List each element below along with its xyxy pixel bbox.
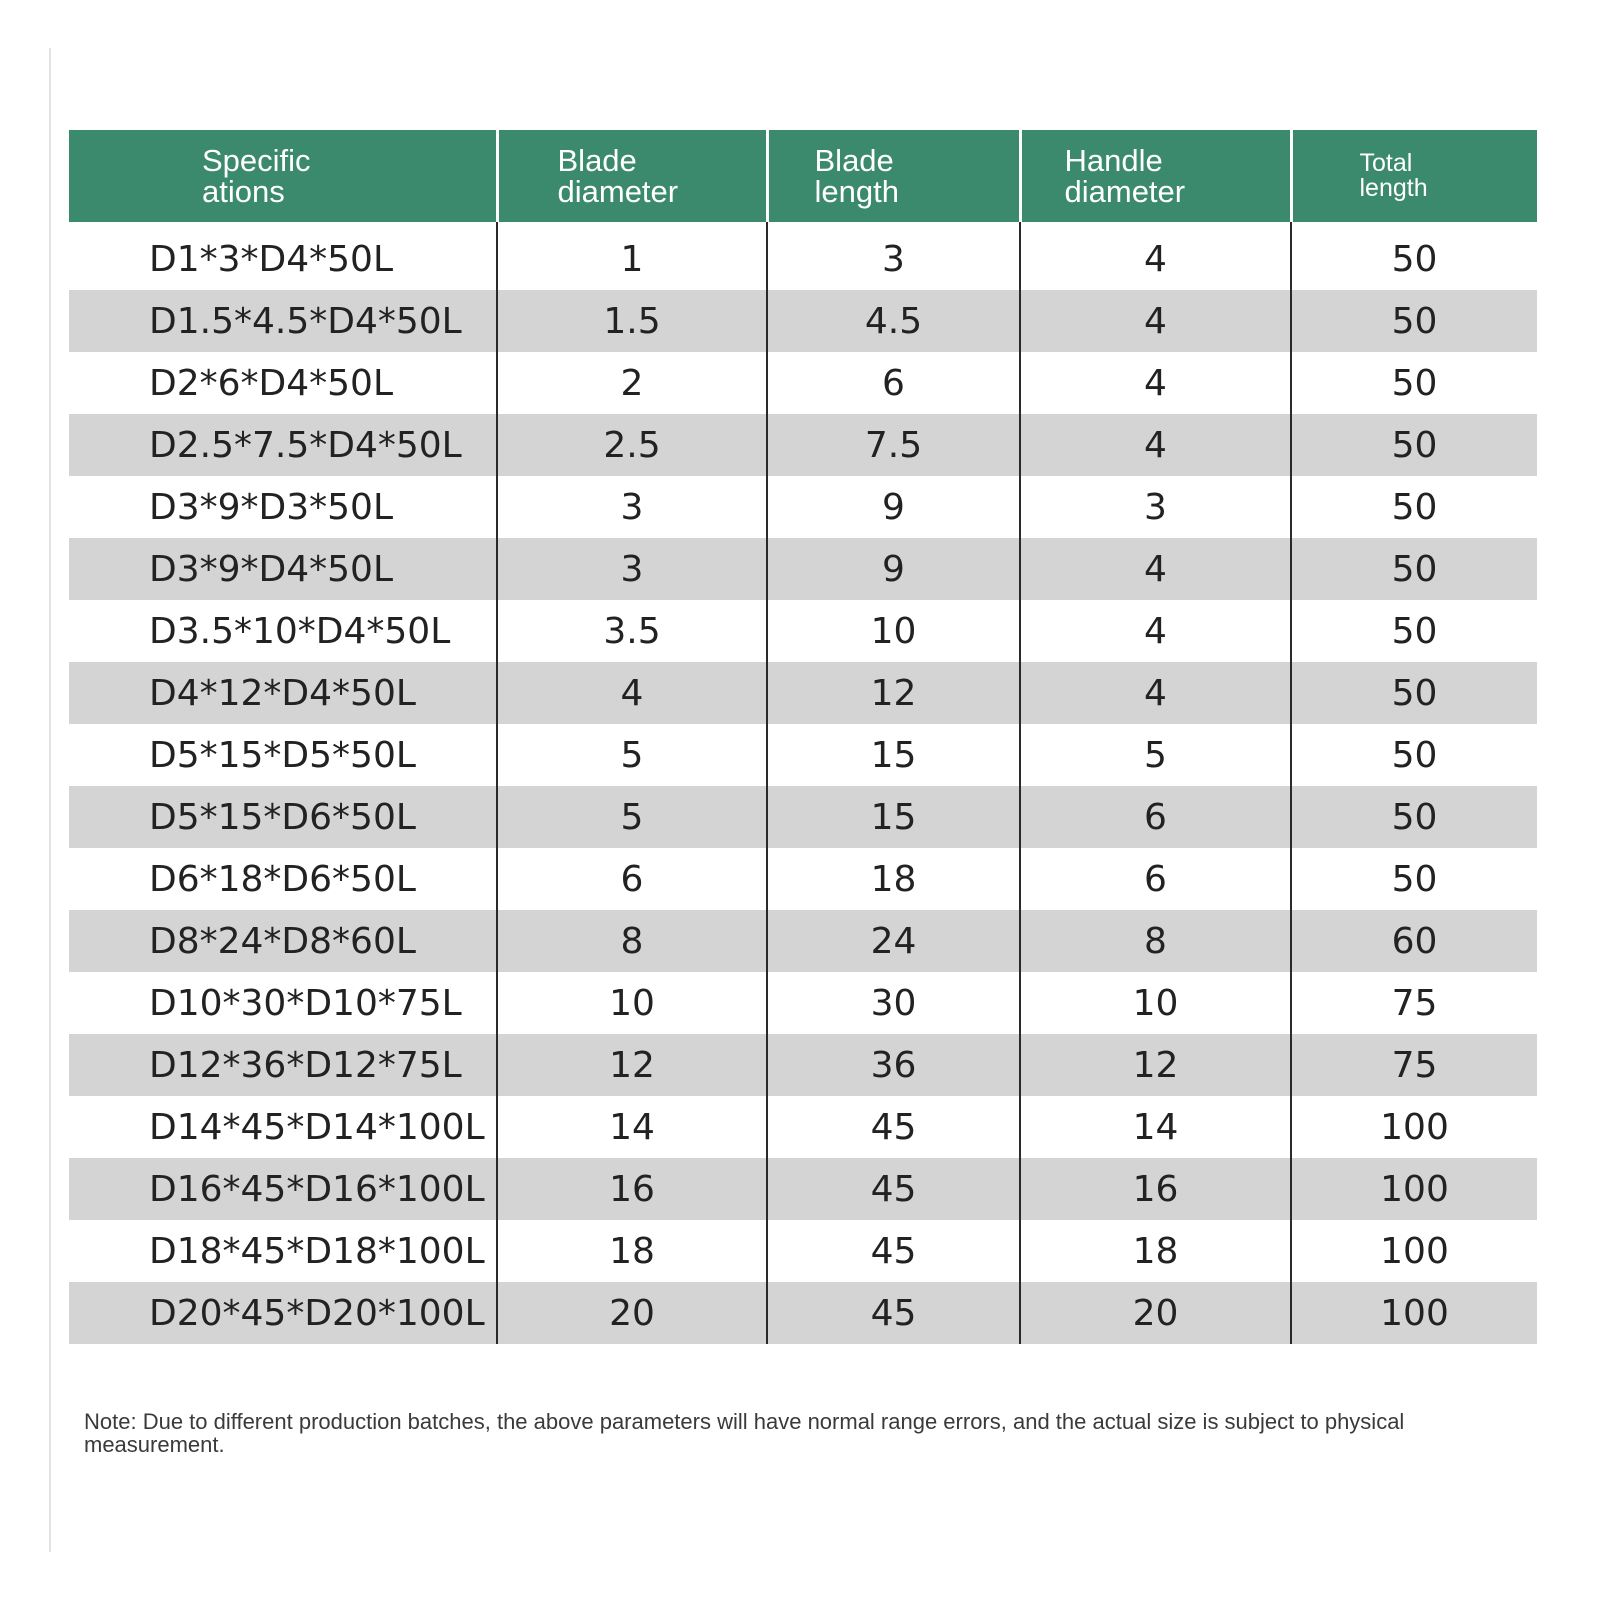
cell-handle-diameter: 18 [1020,1220,1291,1282]
cell-total-length: 100 [1291,1158,1537,1220]
table-row [69,848,1537,910]
table-row [69,352,1537,414]
cell-total-length: 50 [1291,476,1537,538]
cell-blade-diameter: 3 [497,538,767,600]
table-row [69,724,1537,786]
header-blade-diameter [497,130,767,222]
header-label: Blade diameter [557,143,679,209]
cell-blade-length: 15 [767,786,1020,848]
cell-total-length: 50 [1291,538,1537,600]
header-specifications [69,130,497,222]
cell-blade-length: 45 [767,1158,1020,1220]
table-row [69,228,1537,290]
cell-total-length: 75 [1291,1034,1537,1096]
cell-handle-diameter: 14 [1020,1096,1291,1158]
cell-handle-diameter: 6 [1020,786,1291,848]
table-row [69,600,1537,662]
cell-handle-diameter: 4 [1020,414,1291,476]
cell-specification: D2.5*7.5*D4*50L [69,414,497,476]
cell-blade-length: 9 [767,538,1020,600]
cell-specification: D5*15*D6*50L [69,786,497,848]
cell-blade-length: 36 [767,1034,1020,1096]
cell-specification: D2*6*D4*50L [149,362,394,404]
table-row [69,1282,1537,1344]
cell-blade-diameter: 5 [497,724,767,786]
cell-handle-diameter: 10 [1020,972,1291,1034]
cell-specification: D8*24*D8*60L [69,910,497,972]
cell-blade-length: 45 [767,1282,1020,1344]
cell-specification: D5*15*D5*50L [149,734,416,776]
cell-blade-diameter: 6 [497,848,767,910]
cell-blade-diameter: 14 [497,1096,767,1158]
cell-blade-diameter: 18 [497,1220,767,1282]
cell-total-length: 50 [1291,786,1537,848]
cell-blade-length: 12 [767,662,1020,724]
header-total-length [1291,130,1537,222]
cell-handle-diameter: 8 [1020,910,1291,972]
cell-handle-diameter: 4 [1020,662,1291,724]
cell-blade-diameter: 1 [497,228,767,290]
cell-blade-diameter: 5 [497,786,767,848]
cell-total-length: 50 [1291,228,1537,290]
cell-blade-length: 24 [767,910,1020,972]
cell-specification: D14*45*D14*100L [149,1106,485,1148]
table-row [69,290,1537,352]
cell-total-length: 50 [1291,848,1537,910]
cell-total-length: 50 [1291,352,1537,414]
header-label: Total length [1359,149,1428,202]
table-row [69,972,1537,1034]
cell-total-length: 50 [1291,724,1537,786]
cell-handle-diameter: 4 [1020,600,1291,662]
cell-specification: D1.5*4.5*D4*50L [69,290,497,352]
header-handle-diameter [1020,130,1291,222]
table-row [69,910,1537,972]
cell-total-length: 50 [1291,414,1537,476]
cell-handle-diameter: 20 [1020,1282,1291,1344]
cell-blade-length: 15 [767,724,1020,786]
cell-specification: D20*45*D20*100L [69,1282,497,1344]
table-row [69,786,1537,848]
table-body [69,222,1537,1344]
table-row [69,1220,1537,1282]
cell-handle-diameter: 4 [1020,290,1291,352]
table-row [69,1096,1537,1158]
cell-handle-diameter: 4 [1020,228,1291,290]
table-header [69,130,1537,222]
cell-handle-diameter: 4 [1020,352,1291,414]
cell-handle-diameter: 16 [1020,1158,1291,1220]
cell-specification: D18*45*D18*100L [149,1230,485,1272]
table-row [69,1034,1537,1096]
cell-blade-length: 6 [767,352,1020,414]
cell-blade-diameter: 8 [497,910,767,972]
cell-blade-diameter: 1.5 [497,290,767,352]
cell-blade-length: 3 [767,228,1020,290]
cell-blade-length: 18 [767,848,1020,910]
table-row [69,414,1537,476]
cell-specification: D3*9*D3*50L [149,486,394,528]
cell-specification: D3.5*10*D4*50L [149,610,451,652]
cell-blade-diameter: 20 [497,1282,767,1344]
cell-specification: D1*3*D4*50L [149,238,394,280]
cell-blade-length: 45 [767,1220,1020,1282]
cell-specification: D6*18*D6*50L [149,858,416,900]
header-label: Blade length [814,143,899,209]
left-margin-rule [49,48,51,1552]
cell-handle-diameter: 5 [1020,724,1291,786]
table-row [69,662,1537,724]
cell-total-length: 100 [1291,1096,1537,1158]
header-label: Specific ations [202,143,311,209]
table-row [69,476,1537,538]
cell-total-length: 60 [1291,910,1537,972]
cell-specification: D10*30*D10*75L [149,982,462,1024]
cell-blade-diameter: 3 [497,476,767,538]
cell-blade-length: 10 [767,600,1020,662]
cell-specification: D12*36*D12*75L [69,1034,497,1096]
cell-blade-length: 30 [767,972,1020,1034]
cell-blade-diameter: 2 [497,352,767,414]
cell-blade-diameter: 16 [497,1158,767,1220]
cell-blade-diameter: 12 [497,1034,767,1096]
cell-specification: D4*12*D4*50L [69,662,497,724]
cell-total-length: 100 [1291,1220,1537,1282]
cell-total-length: 100 [1291,1282,1537,1344]
header-blade-length [767,130,1020,222]
cell-blade-diameter: 3.5 [497,600,767,662]
cell-total-length: 50 [1291,290,1537,352]
cell-blade-diameter: 4 [497,662,767,724]
cell-specification: D16*45*D16*100L [69,1158,497,1220]
table-row [69,1158,1537,1220]
cell-handle-diameter: 12 [1020,1034,1291,1096]
cell-total-length: 75 [1291,972,1537,1034]
cell-blade-diameter: 10 [497,972,767,1034]
cell-blade-length: 4.5 [767,290,1020,352]
cell-blade-length: 45 [767,1096,1020,1158]
cell-handle-diameter: 3 [1020,476,1291,538]
table-row [69,538,1537,600]
cell-blade-length: 9 [767,476,1020,538]
cell-handle-diameter: 6 [1020,848,1291,910]
note-text: Note: Due to different production batches, the above parameters will have normal range errors, and the actual size is subject to physical measurement. [84,1409,1405,1457]
cell-specification: D3*9*D4*50L [69,538,497,600]
cell-blade-diameter: 2.5 [497,414,767,476]
cell-handle-diameter: 4 [1020,538,1291,600]
header-label: Handle diameter [1064,143,1186,209]
header-row [69,130,1537,222]
cell-blade-length: 7.5 [767,414,1020,476]
specifications-table [69,130,1537,1344]
cell-total-length: 50 [1291,600,1537,662]
cell-total-length: 50 [1291,662,1537,724]
